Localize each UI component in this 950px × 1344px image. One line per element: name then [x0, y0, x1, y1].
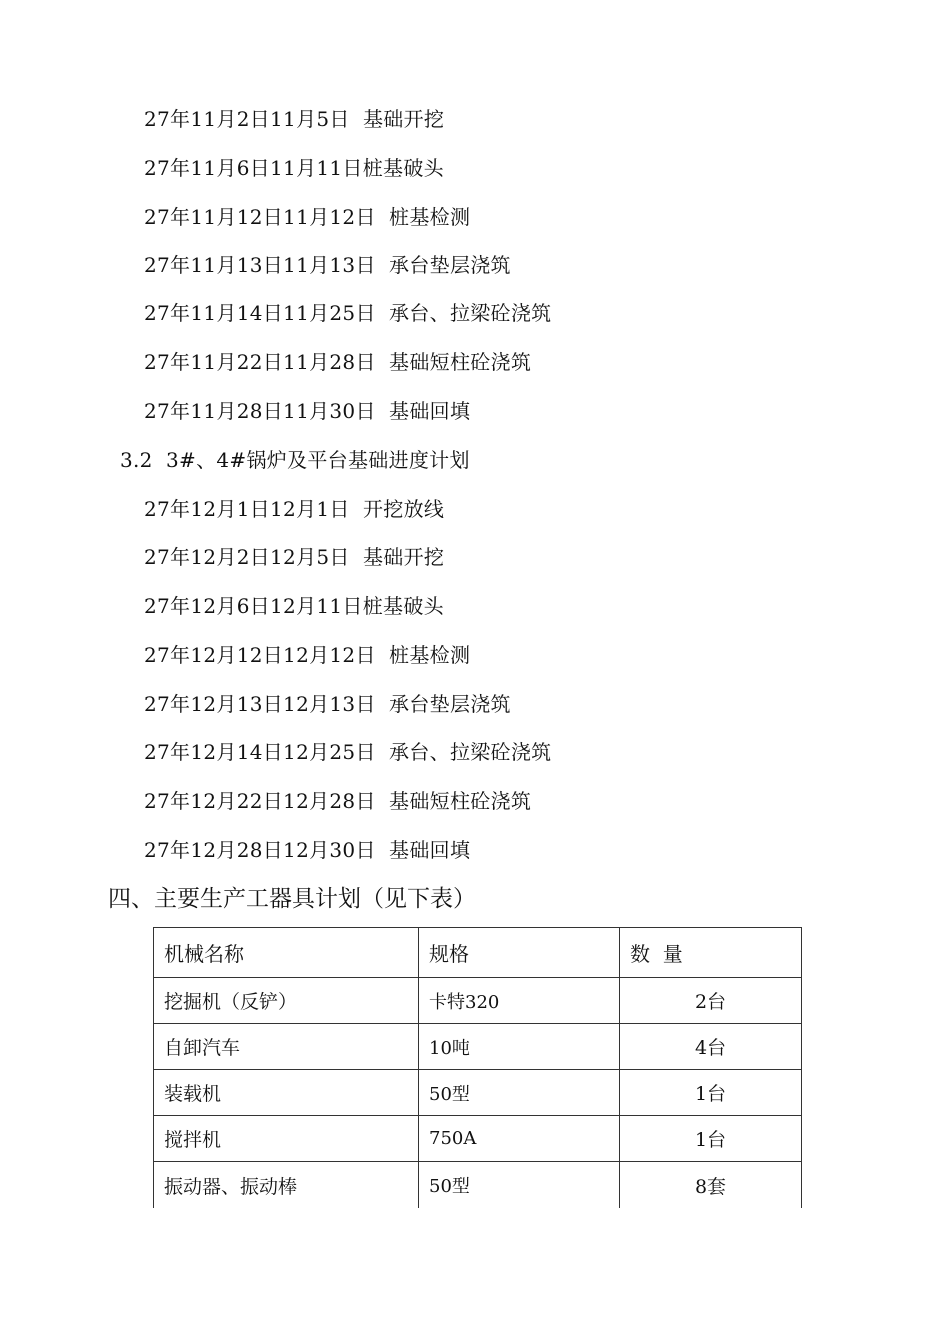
- table-row: [154, 1024, 802, 1070]
- table-cell: 1台: [620, 1070, 802, 1116]
- schedule-line: 27年11月12日11月12日 桩基检测: [144, 205, 471, 229]
- table-cell: 装载机: [154, 1070, 419, 1116]
- subheading: 3.2 3#、4#锅炉及平台基础进度计划: [120, 448, 470, 472]
- schedule-line: 27年12月12日12月12日 桩基检测: [144, 643, 471, 667]
- schedule-line: 27年12月6日12月11日桩基破头: [144, 594, 444, 618]
- table-cell: 2台: [620, 978, 802, 1024]
- schedule-line: 27年11月2日11月5日 基础开挖: [144, 107, 445, 131]
- table-cell: 4台: [620, 1024, 802, 1070]
- schedule-line: 27年12月14日12月25日 承台、拉梁砼浇筑: [144, 740, 552, 764]
- schedule-line: 27年12月22日12月28日 基础短柱砼浇筑: [144, 789, 532, 813]
- table-cell: 750A: [419, 1116, 620, 1162]
- table-cell: 50型: [419, 1162, 620, 1209]
- section-title: 四、主要生产工器具计划（见下表）: [108, 886, 476, 912]
- table-cell: 搅拌机: [154, 1116, 419, 1162]
- table-row: [154, 978, 802, 1024]
- table-cell: 振动器、振动棒: [154, 1162, 419, 1209]
- schedule-line: 27年11月22日11月28日 基础短柱砼浇筑: [144, 350, 532, 374]
- schedule-line: 27年12月1日12月1日 开挖放线: [144, 497, 445, 521]
- equipment-table: [153, 927, 802, 1208]
- schedule-line: 27年12月28日12月30日 基础回填: [144, 838, 471, 862]
- table-header-row: [154, 928, 802, 978]
- table-cell: 卡特320: [419, 978, 620, 1024]
- header-cell: 数 量: [620, 928, 802, 978]
- schedule-line: 27年11月13日11月13日 承台垫层浇筑: [144, 253, 511, 277]
- schedule-line: 27年12月13日12月13日 承台垫层浇筑: [144, 692, 511, 716]
- schedule-line: 27年11月6日11月11日桩基破头: [144, 156, 444, 180]
- table-cell: 50型: [419, 1070, 620, 1116]
- table-cell: 挖掘机（反铲）: [154, 978, 419, 1024]
- schedule-line: 27年12月2日12月5日 基础开挖: [144, 545, 445, 569]
- table-row: [154, 1162, 802, 1209]
- header-cell: 机械名称: [154, 928, 419, 978]
- table-cell: 10吨: [419, 1024, 620, 1070]
- schedule-line: 27年11月28日11月30日 基础回填: [144, 399, 471, 423]
- table-row: [154, 1070, 802, 1116]
- table-cell: 8套: [620, 1162, 802, 1209]
- header-cell: 规格: [419, 928, 620, 978]
- table-cell: 1台: [620, 1116, 802, 1162]
- table-row: [154, 1116, 802, 1162]
- schedule-line: 27年11月14日11月25日 承台、拉梁砼浇筑: [144, 301, 552, 325]
- table-cell: 自卸汽车: [154, 1024, 419, 1070]
